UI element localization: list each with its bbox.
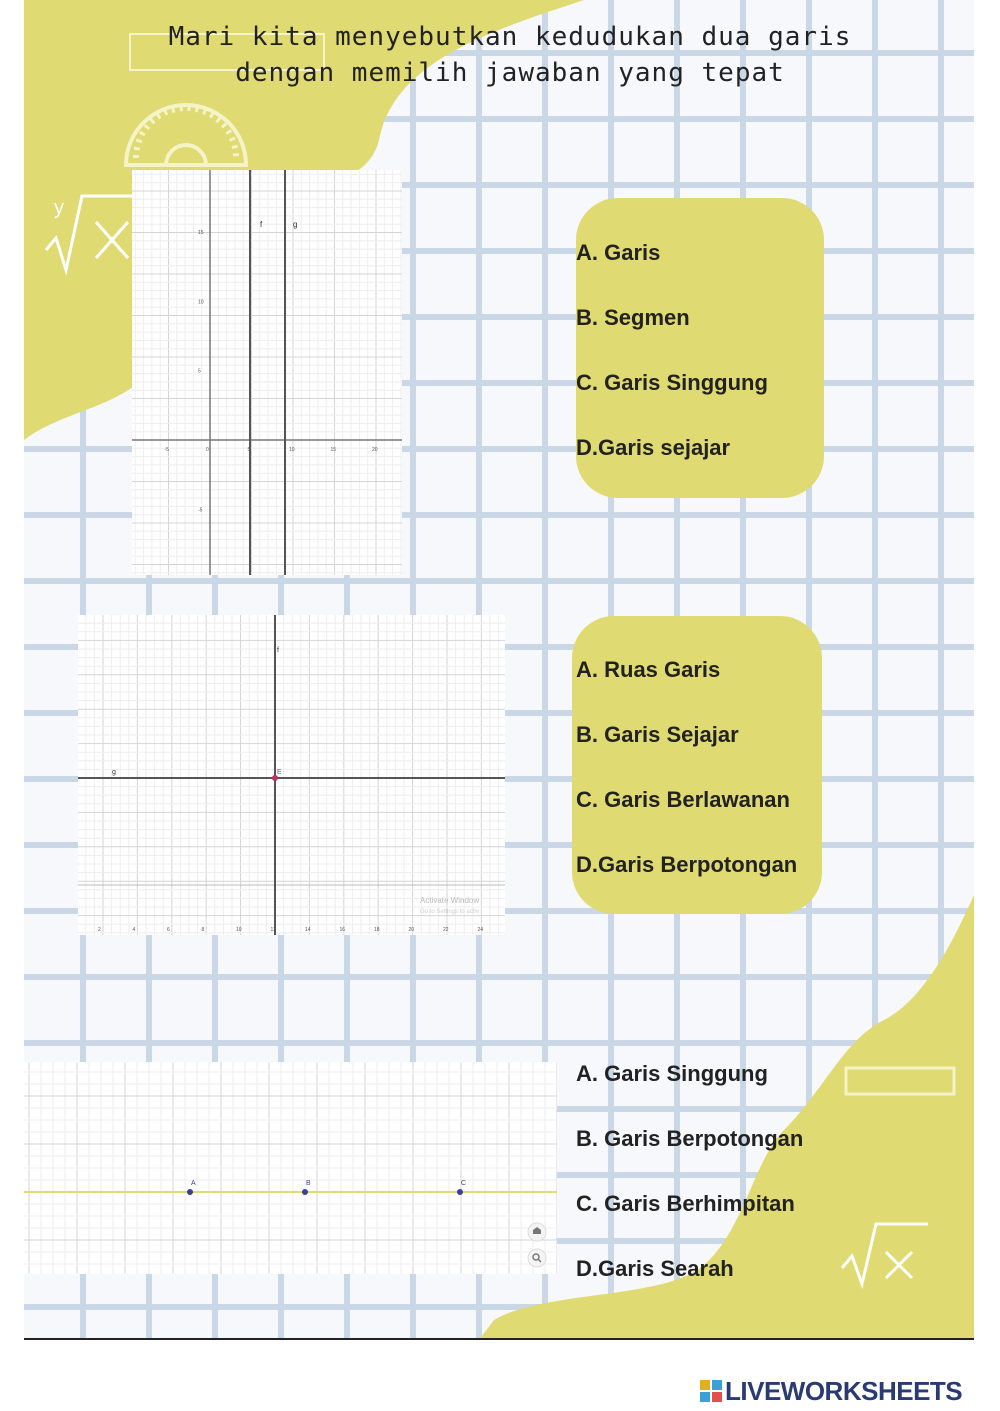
sqrt-y-label: y [54, 197, 64, 219]
page-title-line-2: dengan memilih jawaban yang tepat [235, 58, 785, 88]
line-f-label: f [260, 220, 263, 229]
line-f-label: f [277, 647, 279, 654]
x-tick-label: 20 [408, 927, 415, 933]
option-2b[interactable]: B. Garis Sejajar [576, 722, 739, 747]
x-tick-label: 12 [270, 927, 277, 933]
x-tick-label: 10 [289, 447, 295, 453]
option-3d[interactable]: D.Garis Searah [576, 1256, 734, 1281]
x-tick-label: 18 [374, 927, 380, 933]
brand-name: LIVEWORKSHEETS [725, 1375, 963, 1406]
point-b-label: B [306, 1180, 311, 1187]
point-c-label: C [461, 1180, 467, 1187]
x-tick-label: 2 [98, 927, 101, 933]
x-tick-label: 20 [372, 447, 378, 453]
point-e-label: E [277, 769, 282, 776]
x-tick-label: 6 [167, 927, 170, 933]
option-2a[interactable]: A. Ruas Garis [576, 657, 721, 682]
point-a-label: A [191, 1180, 196, 1187]
page-title-line-1: Mari kita menyebutkan kedudukan dua garis [168, 22, 852, 52]
brand-logo-icon [700, 1380, 722, 1402]
point-b [302, 1189, 308, 1195]
brand-logo[interactable] [700, 1376, 962, 1406]
x-tick-label: 24 [477, 927, 484, 933]
graph-parallel-lines [132, 170, 402, 575]
page-divider [24, 1338, 974, 1340]
x-tick-label: 0 [206, 447, 209, 453]
option-1d[interactable]: D.Garis sejajar [576, 435, 731, 460]
option-2d[interactable]: D.Garis Berpotongan [576, 852, 798, 877]
option-1b[interactable]: B. Segmen [576, 305, 690, 330]
y-tick-label: 15 [198, 230, 204, 237]
x-tick-label: 10 [236, 927, 242, 933]
zoom-button [528, 1249, 546, 1267]
option-1c[interactable]: C. Garis Singgung [576, 370, 768, 395]
x-tick-label: 15 [330, 447, 337, 453]
y-tick-label: -5 [198, 507, 203, 514]
x-tick-label: 8 [201, 927, 205, 933]
point-a [187, 1189, 193, 1195]
line-g-label: g [293, 220, 298, 229]
x-tick-label: 16 [339, 927, 346, 933]
x-tick-label: 22 [443, 927, 449, 933]
graph-collinear-points [24, 1062, 557, 1274]
option-3a[interactable]: A. Garis Singgung [576, 1061, 768, 1086]
point-c [457, 1189, 463, 1195]
x-tick-label: -5 [164, 447, 169, 453]
y-tick-label: 10 [198, 299, 204, 306]
x-tick-label: 4 [132, 927, 136, 933]
line-g-label: g [112, 769, 116, 776]
y-tick-label: 5 [198, 368, 201, 375]
watermark-text: Activate Window [420, 896, 480, 905]
option-3b[interactable]: B. Garis Berpotongan [576, 1126, 804, 1151]
option-2c[interactable]: C. Garis Berlawanan [576, 787, 790, 812]
x-tick-label: 14 [305, 927, 311, 933]
option-3c[interactable]: C. Garis Berhimpitan [576, 1191, 795, 1216]
x-tick-label: 5 [247, 447, 251, 453]
option-1a[interactable]: A. Garis [576, 240, 661, 265]
watermark-subtext: Go to Settings to activ [420, 909, 479, 915]
graph-intersecting-lines [78, 615, 505, 935]
